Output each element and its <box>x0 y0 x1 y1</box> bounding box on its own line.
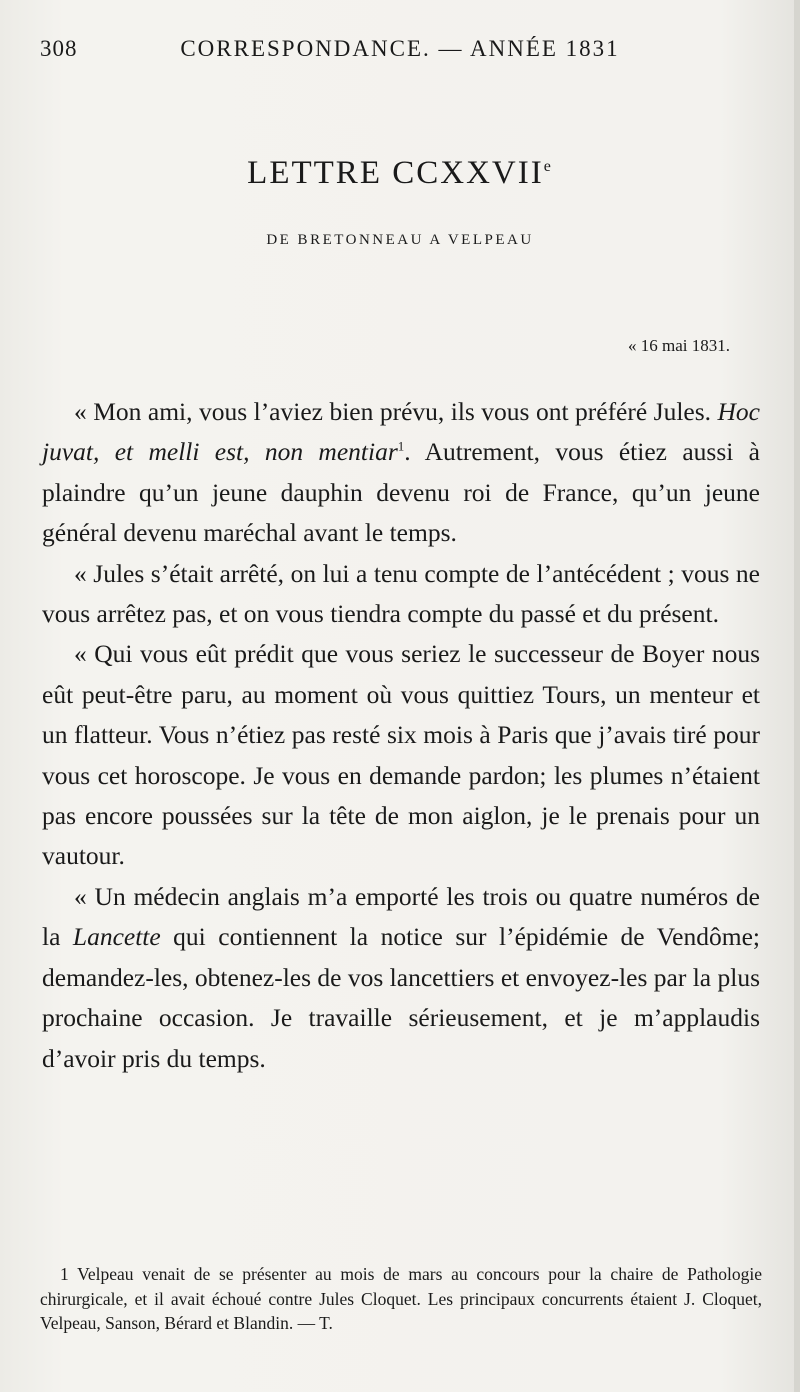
latin-quote: Hoc juvat, et melli est, non mentiar <box>42 397 760 467</box>
letter-title-text: LETTRE CCXXVII <box>247 155 544 191</box>
letter-date: « 16 mai 1831. <box>628 336 730 355</box>
paragraph: « Jules s’était arrêté, on lui a tenu compte de l’antécédent ; vous ne vous arrêtez pas, et on vous tiendra compte du passé et du présent. <box>42 558 760 629</box>
letter-title-suffix: e <box>543 158 553 175</box>
paragraph-text: . Autrement, vous étiez aussi à plaindre qu’un jeune dauphin devenu roi de France, qu’un jeune général devenu maréchal avant le temps. <box>42 437 760 548</box>
footnotes <box>40 1262 762 1336</box>
letter-body <box>42 392 760 1079</box>
letter-subtitle: DE BRETONNEAU A VELPEAU <box>266 232 534 248</box>
footnote <box>40 1262 762 1336</box>
page-edge <box>794 0 800 1392</box>
journal-title: Lancette <box>72 922 161 952</box>
paragraph-text: qui contiennent la notice sur l’épidémie de Vendôme; demandez-les, obtenez-les de vos lancettiers et envoyez-les par la plus prochaine occasion. Je travaille sérieusement, et je m’applaudis d’avoir pris du temps. <box>42 922 760 1073</box>
paragraph-text: « Un médecin anglais m’a emporté les trois ou quatre numéros de la <box>42 881 760 952</box>
page-number: 308 <box>40 36 78 61</box>
letter-title <box>0 155 800 192</box>
paragraph <box>42 877 760 1079</box>
running-head <box>40 36 760 66</box>
paragraph <box>42 392 760 554</box>
footnote-marker: 1 <box>60 1264 69 1284</box>
footnote-reference: 1 <box>397 438 405 454</box>
paragraph-text: « Mon ami, vous l’aviez bien prévu, ils vous ont préféré Jules. <box>74 397 718 426</box>
footnote-text: Velpeau venait de se présenter au mois de mars au concours pour la chaire de Pathologie chirurgicale, et il avait échoué contre Jules Cloquet. Les principaux concurrents étaient J. Cloquet, Velpeau, Sanson, Bérard et Blandin. — T. <box>40 1264 762 1333</box>
paragraph: « Qui vous eût prédit que vous seriez le successeur de Boyer nous eût peut-être paru, au moment où vous quittiez Tours, un menteur et un flatteur. Vous n’étiez pas resté six mois à Paris que j’avais tiré pour vous cet horoscope. Je vous en demande pardon; les plumes n’étaient pas encore poussées sur la tête de mon aiglon, je le prenais pour un vautour. <box>42 639 760 871</box>
running-head-title: CORRESPONDANCE. — ANNÉE 1831 <box>180 36 620 61</box>
